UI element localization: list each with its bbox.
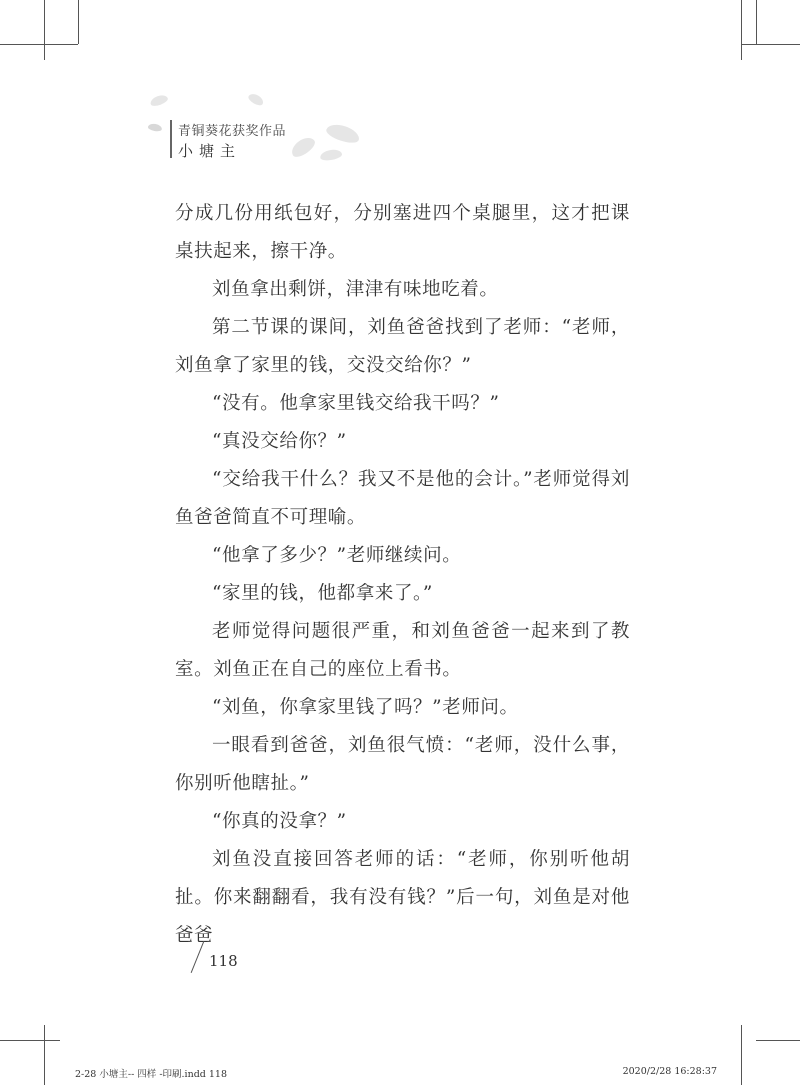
paragraph: 老师觉得问题很严重，和刘鱼爸爸一起来到了教室。刘鱼正在自己的座位上看书。: [175, 621, 630, 680]
page-number: 118: [209, 952, 238, 970]
paragraph: “没有。他拿家里钱交给我干吗？”: [212, 393, 500, 414]
crop-mark: [741, 1025, 742, 1085]
petal-decoration: [147, 123, 162, 132]
crop-mark: [44, 1025, 45, 1085]
crop-mark: [0, 1040, 60, 1041]
paragraph: 刘鱼拿出剩饼，津津有味地吃着。: [212, 279, 499, 300]
petal-decoration: [325, 121, 362, 146]
paragraph: “你真的没拿？”: [212, 811, 347, 832]
paragraph: 第二节课的课间，刘鱼爸爸找到了老师：“老师，刘鱼拿了家里的钱，交没交给你？”: [175, 317, 630, 376]
print-timestamp: 2020/2/28 16:28:37: [622, 1066, 717, 1077]
crop-mark: [44, 0, 45, 60]
paragraph: “交给我干什么？我又不是他的会计。”老师觉得刘鱼爸爸简直不可理喻。: [175, 469, 630, 528]
paragraph: 一眼看到爸爸，刘鱼很气愤：“老师，没什么事，你别听他瞎扯。”: [175, 735, 630, 794]
body-text: [175, 195, 630, 955]
series-label: 青铜葵花获奖作品: [178, 124, 287, 139]
crop-mark: [741, 44, 800, 45]
header-rule: [170, 120, 172, 158]
petal-decoration: [149, 93, 169, 108]
crop-mark: [756, 1040, 800, 1041]
paragraph: 分成几份用纸包好，分别塞进四个桌腿里，这才把课桌扶起来，擦干净。: [175, 203, 630, 262]
crop-mark: [741, 0, 742, 60]
book-title: 小塘主: [178, 142, 242, 160]
petal-decoration: [247, 92, 265, 108]
paragraph: “家里的钱，他都拿来了。”: [212, 583, 433, 604]
paragraph: “刘鱼，你拿家里钱了吗？”老师问。: [212, 697, 519, 718]
paragraph: “真没交给你？”: [212, 431, 347, 452]
crop-mark: [756, 0, 757, 44]
paragraph: 刘鱼没直接回答老师的话：“老师，你别听他胡扯。你来翻翻看，我有没有钱？”后一句，刘鱼是对他爸爸: [175, 849, 630, 946]
paragraph: “他拿了多少？”老师继续问。: [212, 545, 462, 566]
crop-mark: [0, 44, 78, 45]
petal-decoration: [319, 148, 342, 162]
crop-mark: [78, 0, 79, 44]
petal-decoration: [288, 134, 317, 160]
print-file-info: 2-28 小塘主-- 四样 -印刷.indd 118: [75, 1069, 228, 1080]
